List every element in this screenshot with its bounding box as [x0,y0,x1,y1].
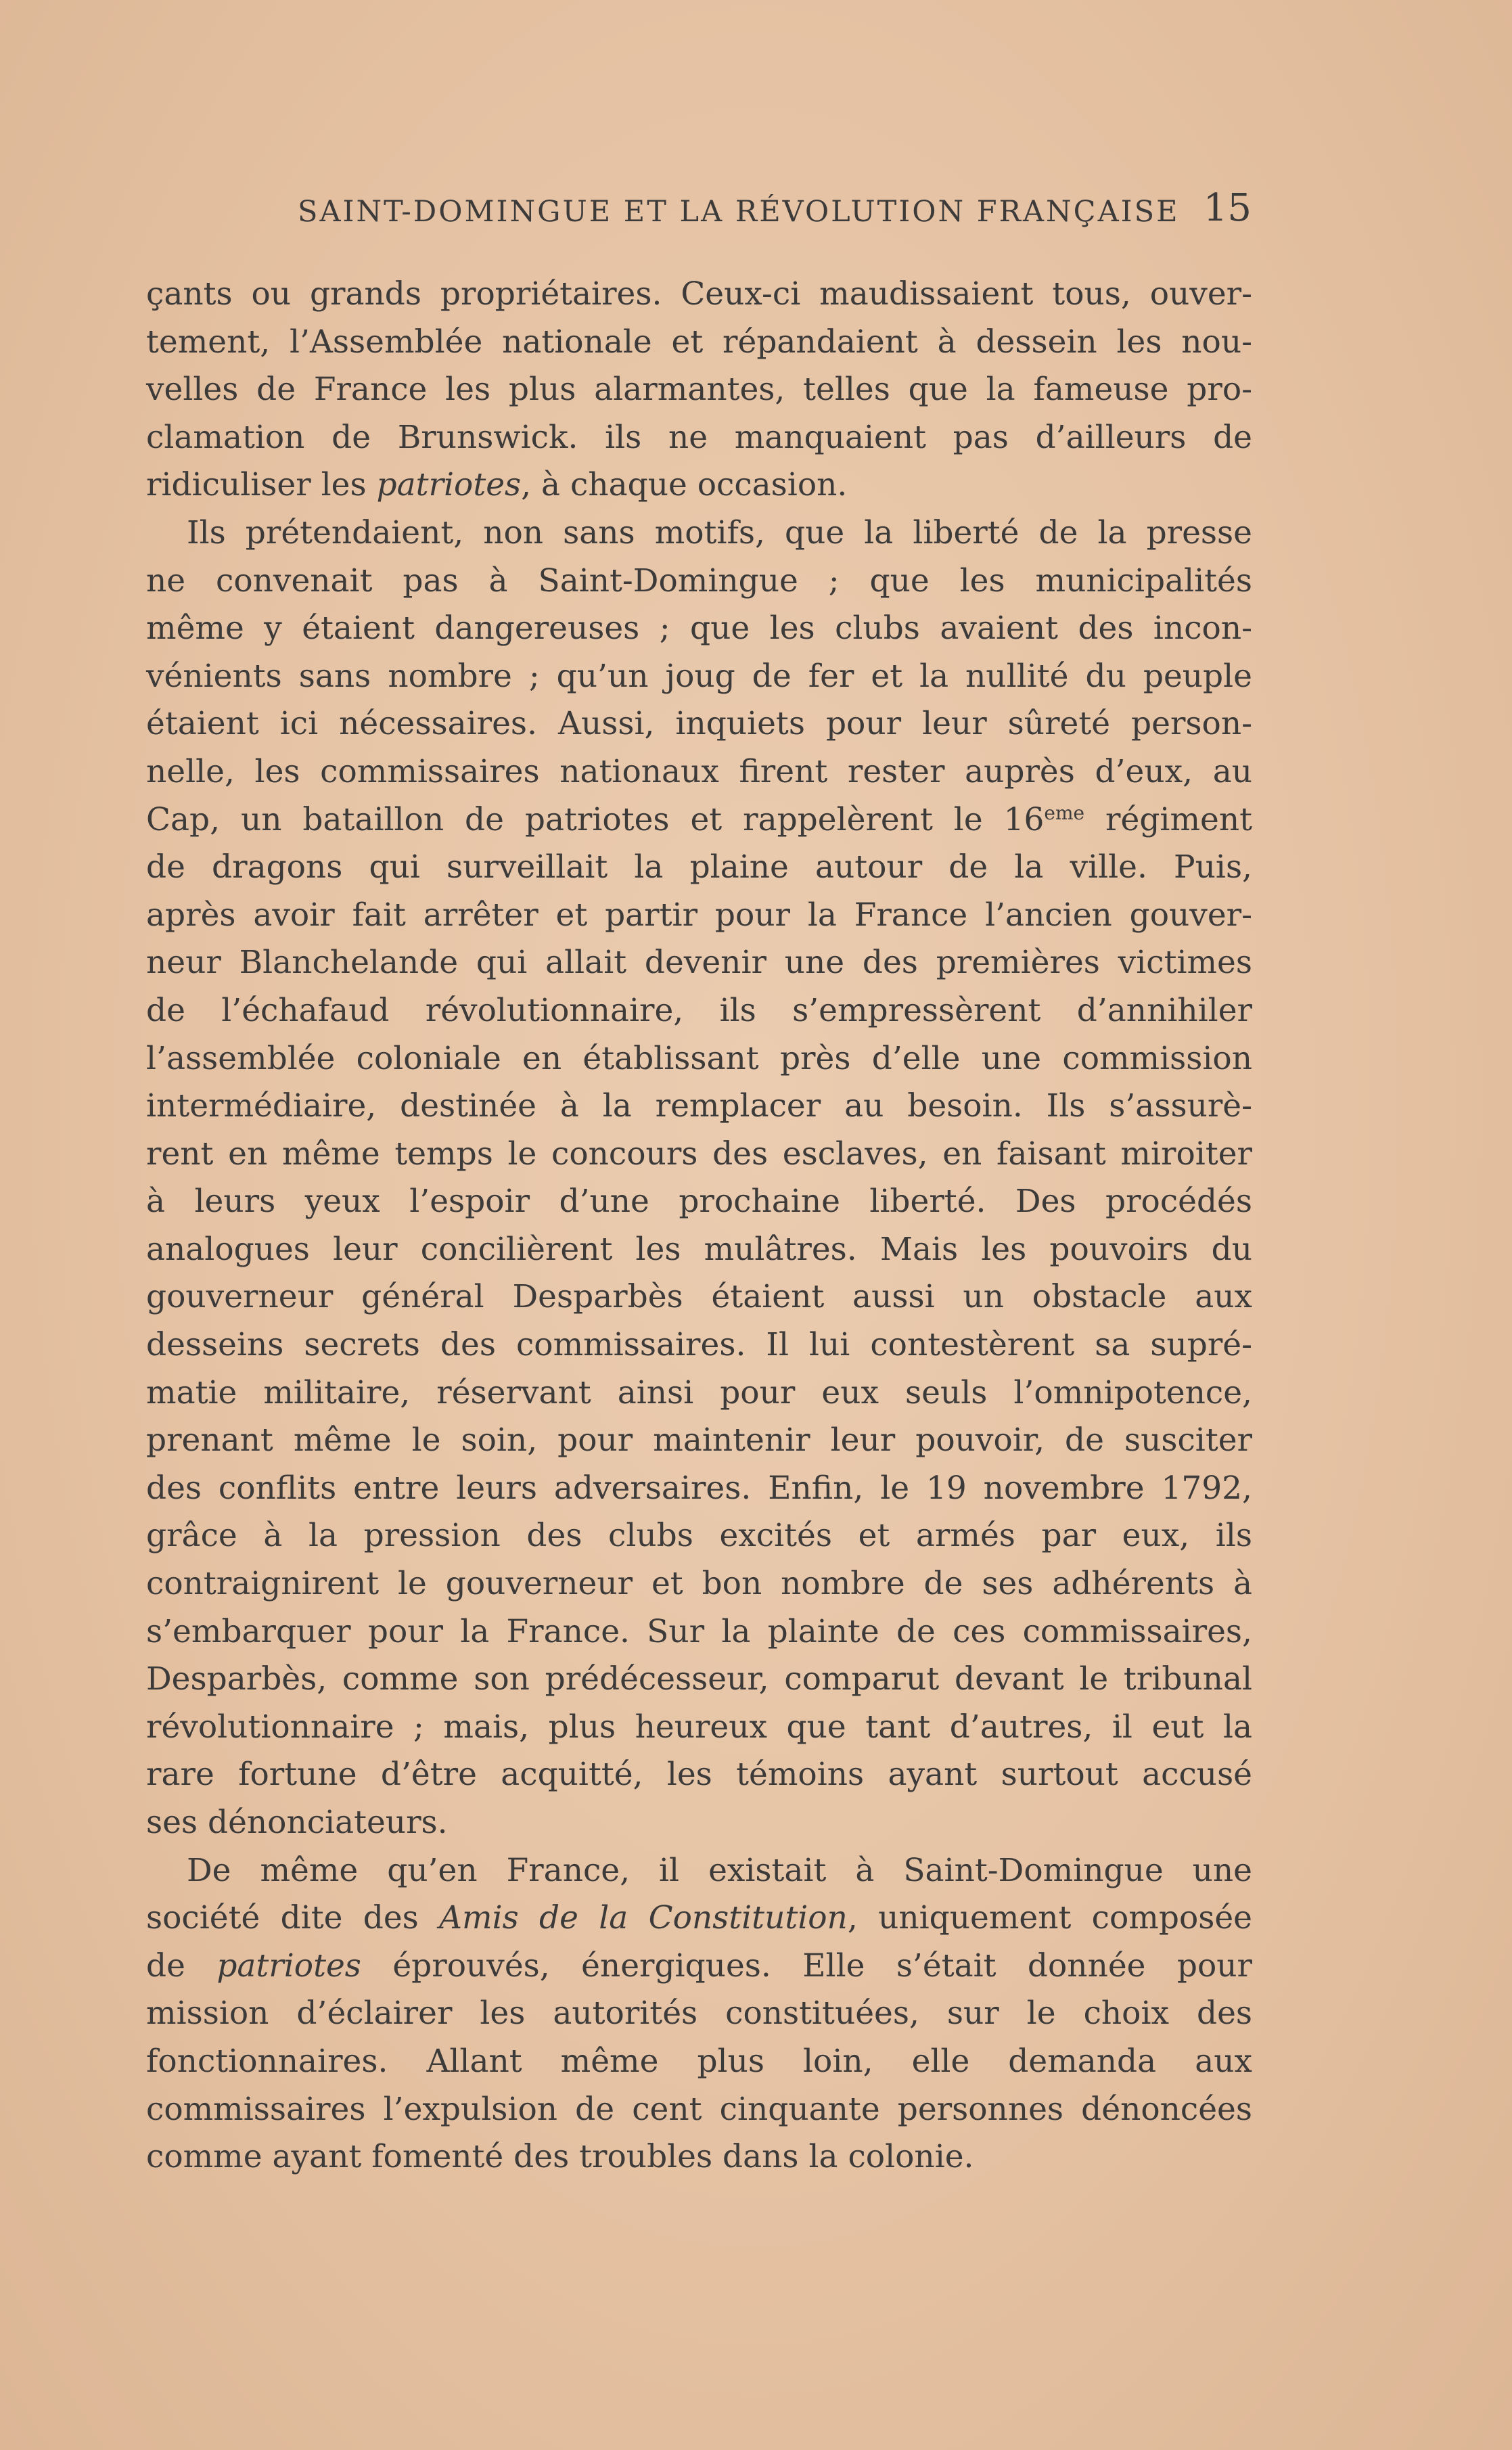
text-line: nelle, les commissaires nationaux firent rester auprès d’eux, au [146,752,1252,790]
text-line: grâce à la pression des clubs excités et armés par eux, ils [146,1517,1252,1555]
text-line: Ils prétendaient, non sans motifs, que la liberté de la presse [187,514,1252,551]
paragraph-3 [146,1847,1252,2181]
text-line: l’assemblée coloniale en établissant près d’elle une commission [146,1039,1252,1077]
italic-text: patriotes [216,1947,361,1984]
text-line: prenant même le soin, pour maintenir leur pouvoir, de susciter [146,1422,1252,1459]
text-line: Desparbès, comme son prédécesseur, comparut devant le tribunal [146,1660,1252,1698]
text-line: ridiculiser les patriotes, à chaque occasion. [146,466,848,504]
text-line: clamation de Brunswick. ils ne manquaient pas d’ailleurs de [146,418,1252,456]
text-line: velles de France les plus alarmantes, telles que la fameuse pro- [146,371,1252,409]
text-line: même y étaient dangereuses ; que les clubs avaient des incon- [146,610,1252,648]
text-line: fonctionnaires. Allant même plus loin, elle demanda aux [146,2042,1252,2080]
italic-text: Amis de la Constitution [439,1899,848,1937]
text-line: neur Blanchelande qui allait devenir une des premières victimes [146,944,1252,982]
text-line: gouverneur général Desparbès étaient aussi un obstacle aux [146,1278,1252,1316]
text-line: de dragons qui surveillait la plaine autour de la ville. Puis, [146,848,1252,886]
text-line: de patriotes éprouvés, énergiques. Elle s’était donnée pour [146,1947,1252,1984]
text-line: des conflits entre leurs adversaires. Enfin, le 19 novembre 1792, [146,1469,1252,1507]
text-line: commissaires l’expulsion de cent cinquante personnes dénoncées [146,2090,1252,2128]
text-line: desseins secrets des commissaires. Il lui contestèrent sa supré- [146,1326,1252,1364]
body-text [146,271,1252,2181]
text-line: tement, l’Assemblée nationale et répandaient à dessein les nou- [146,323,1252,361]
paragraph-2 [146,509,1252,1847]
running-head [298,188,1252,235]
page-number: 15 [1203,186,1252,230]
text-line: révolutionnaire ; mais, plus heureux que tant d’autres, il eut la [146,1708,1252,1746]
text-line: analogues leur concilièrent les mulâtres. Mais les pouvoirs du [146,1230,1252,1268]
text-line: de l’échafaud révolutionnaire, ils s’empressèrent d’annihiler [146,991,1252,1029]
text-line: contraignirent le gouverneur et bon nombre de ses adhérents à [146,1565,1252,1603]
paragraph-1 [146,271,1252,509]
text-line: De même qu’en France, il existait à Saint-Domingue une [187,1851,1252,1889]
text-line: Cap, un bataillon de patriotes et rappelèrent le 16eme régiment [146,800,1252,838]
text-line: matie militaire, réservant ainsi pour eux seuls l’omnipotence, [146,1374,1252,1411]
text-line: rare fortune d’être acquitté, les témoins ayant surtout accusé [146,1756,1252,1794]
text-line: société dite des Amis de la Constitution, uniquement composée [146,1899,1252,1937]
text-line: çants ou grands propriétaires. Ceux-ci maudissaient tous, ouver- [146,275,1252,313]
text-line: ses dénonciateurs. [146,1804,448,1841]
italic-text: patriotes [376,466,522,504]
text-line: mission d’éclairer les autorités constituées, sur le choix des [146,1995,1252,2033]
text-line: s’embarquer pour la France. Sur la plainte de ces commissaires, [146,1612,1252,1650]
text-line: étaient ici nécessaires. Aussi, inquiets pour leur sûreté person- [146,705,1252,743]
text-line: comme ayant fomenté des troubles dans la colonie. [146,2138,974,2176]
text-line: vénients sans nombre ; qu’un joug de fer et la nullité du peuple [146,657,1252,695]
text-line: après avoir fait arrêter et partir pour la France l’ancien gouver- [146,896,1252,934]
running-title: SAINT-DOMINGUE ET LA RÉVOLUTION FRANÇAISE [298,195,1180,229]
text-line: ne convenait pas à Saint-Domingue ; que les municipalités [146,562,1252,599]
superscript: eme [1044,801,1085,824]
text-line: à leurs yeux l’espoir d’une prochaine liberté. Des procédés [146,1183,1252,1221]
text-line: rent en même temps le concours des esclaves, en faisant miroiter [146,1135,1252,1173]
text-line: intermédiaire, destinée à la remplacer au besoin. Ils s’assurè- [146,1087,1252,1125]
